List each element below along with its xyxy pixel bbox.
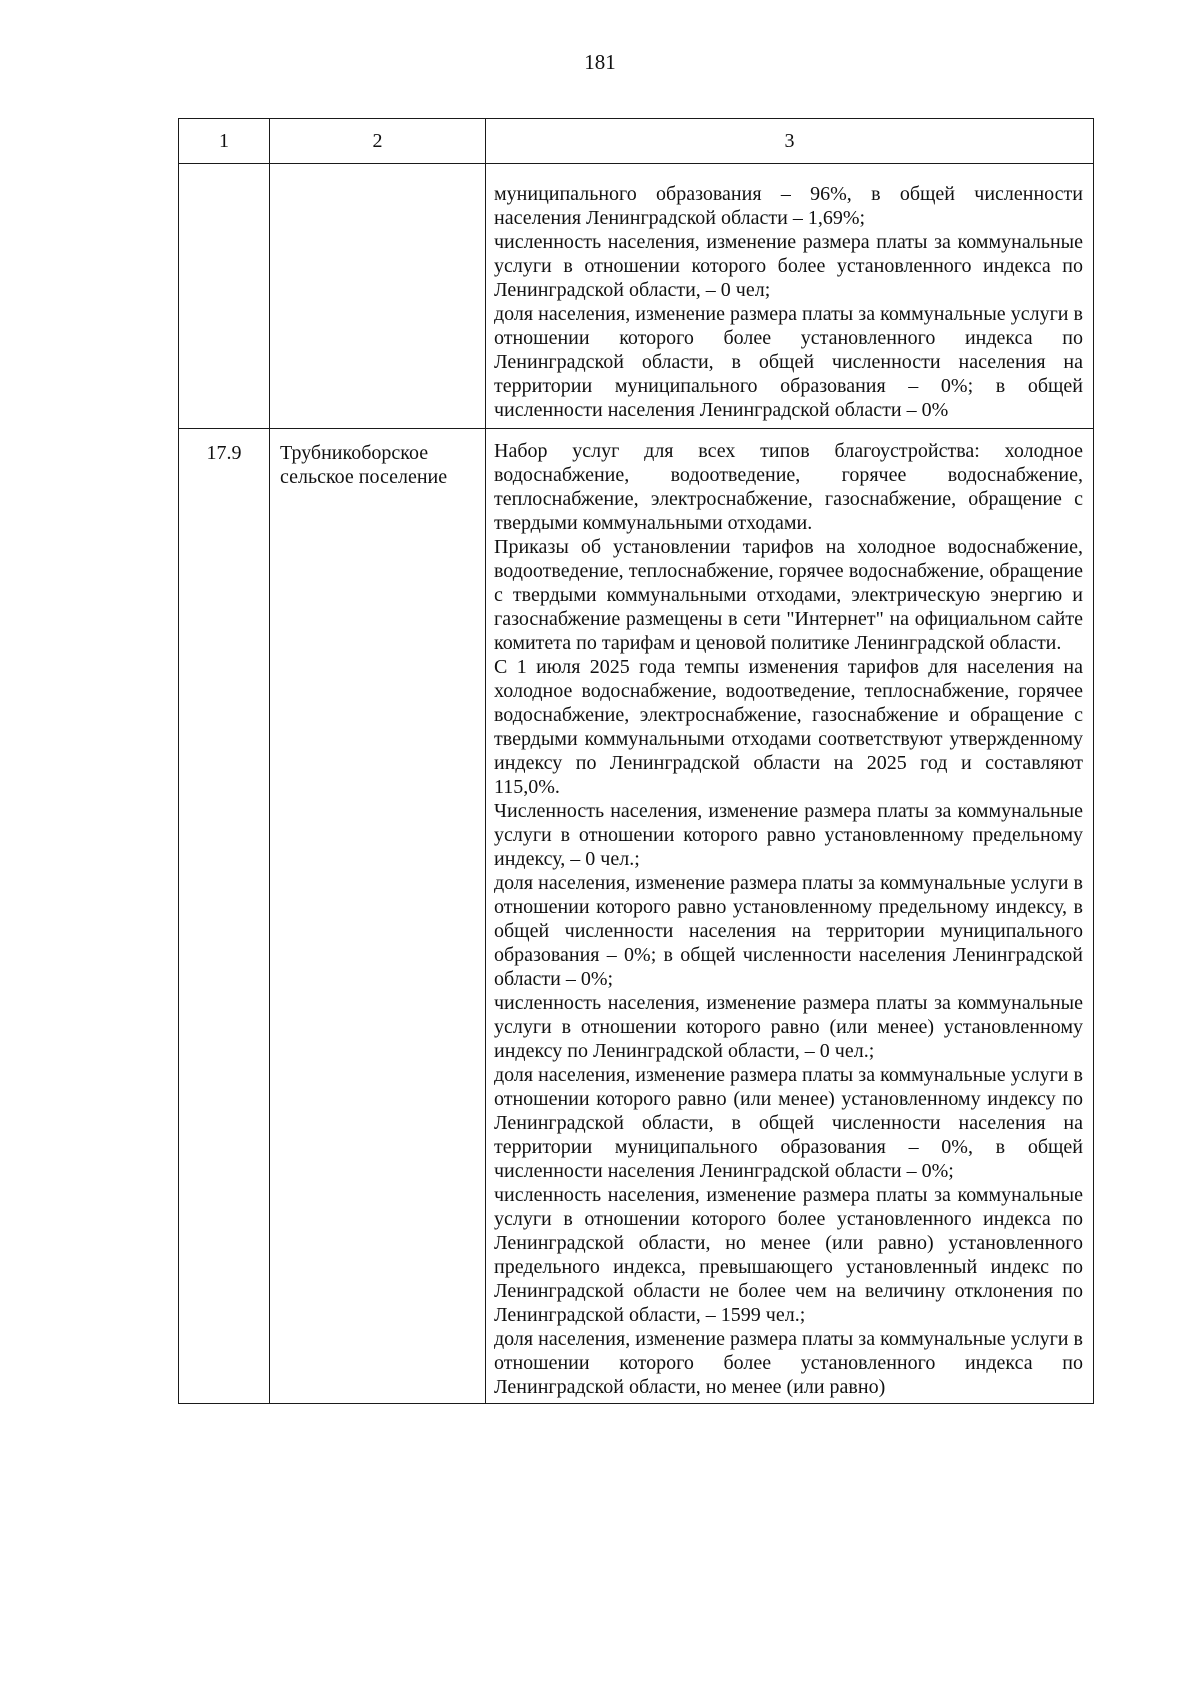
header-cell-1: 1: [179, 119, 270, 164]
page-number: 181: [584, 50, 616, 74]
paragraph: доля населения, изменение размера платы за коммунальные услуги в отношении которого более установленного индекса по Ленинградской области, но менее (или равно): [494, 1328, 1083, 1398]
description-cell: [486, 164, 1094, 429]
row-number-cell: 17.9: [179, 429, 270, 1404]
settlement-name-cell: Трубникоборское сельское поселение: [270, 429, 486, 1404]
paragraph: доля населения, изменение размера платы за коммунальные услуги в отношении которого равно установленному предельному индексу, в общей численности населения на территории муниципального образования – 0%; в общей численности населения Ленинградской области – 0%;: [494, 872, 1083, 990]
header-cell-3: 3: [486, 119, 1094, 164]
settlement-name-cell: [270, 164, 486, 429]
table-row: [179, 429, 1094, 1404]
header-cell-2: 2: [270, 119, 486, 164]
paragraph: доля населения, изменение размера платы за коммунальные услуги в отношении которого более установленного индекса по Ленинградской области, в общей численности населения на территории муниципального образования – 0%; в общей численности населения Ленинградской области – 0%: [494, 303, 1083, 421]
paragraph: доля населения, изменение размера платы за коммунальные услуги в отношении которого равно (или менее) установленному индексу по Ленинградской области, в общей численности населения на территории муниципального образования – 0%, в общей численности населения Ленинградской области – 0%;: [494, 1064, 1083, 1182]
paragraph: Приказы об установлении тарифов на холодное водоснабжение, водоотведение, теплоснабжение, горячее водоснабжение, обращение с твердыми коммунальными отходами, электрическую энергию и газоснабжение размещены в сети "Интернет" на официальном сайте комитета по тарифам и ценовой политике Ленинградской области.: [494, 536, 1083, 654]
paragraph: Набор услуг для всех типов благоустройства: холодное водоснабжение, водоотведение, горячее водоснабжение, теплоснабжение, электроснабжение, газоснабжение, обращение с твердыми коммунальными отходами.: [494, 440, 1083, 534]
table-row: [179, 164, 1094, 429]
paragraph: С 1 июля 2025 года темпы изменения тарифов для населения на холодное водоснабжение, водоотведение, теплоснабжение, горячее водоснабжение, электроснабжение, газоснабжение и обращение с твердыми коммунальными отходами соответствуют утвержденному индексу по Ленинградской области на 2025 год и составляют 115,0%.: [494, 656, 1083, 798]
paragraph: муниципального образования – 96%, в общей численности населения Ленинградской области – 1,69%;: [494, 183, 1083, 229]
paragraph: численность населения, изменение размера платы за коммунальные услуги в отношении которого равно (или менее) установленному индексу по Ленинградской области, – 0 чел.;: [494, 992, 1083, 1062]
table-header-row: [179, 119, 1094, 164]
paragraph: численность населения, изменение размера платы за коммунальные услуги в отношении которого более установленного индекса по Ленинградской области, – 0 чел;: [494, 231, 1083, 301]
paragraph: численность населения, изменение размера платы за коммунальные услуги в отношении которого более установленного индекса по Ленинградской области, но менее (или равно) установленного предельного индекса, превышающего установленный индекс по Ленинградской области не более чем на величину отклонения по Ленинградской области, – 1599 чел.;: [494, 1184, 1083, 1326]
description-cell: [486, 429, 1094, 1404]
tariff-table: [178, 118, 1094, 1404]
paragraph: Численность населения, изменение размера платы за коммунальные услуги в отношении которого равно установленному предельному индексу, – 0 чел.;: [494, 800, 1083, 870]
row-number-cell: [179, 164, 270, 429]
